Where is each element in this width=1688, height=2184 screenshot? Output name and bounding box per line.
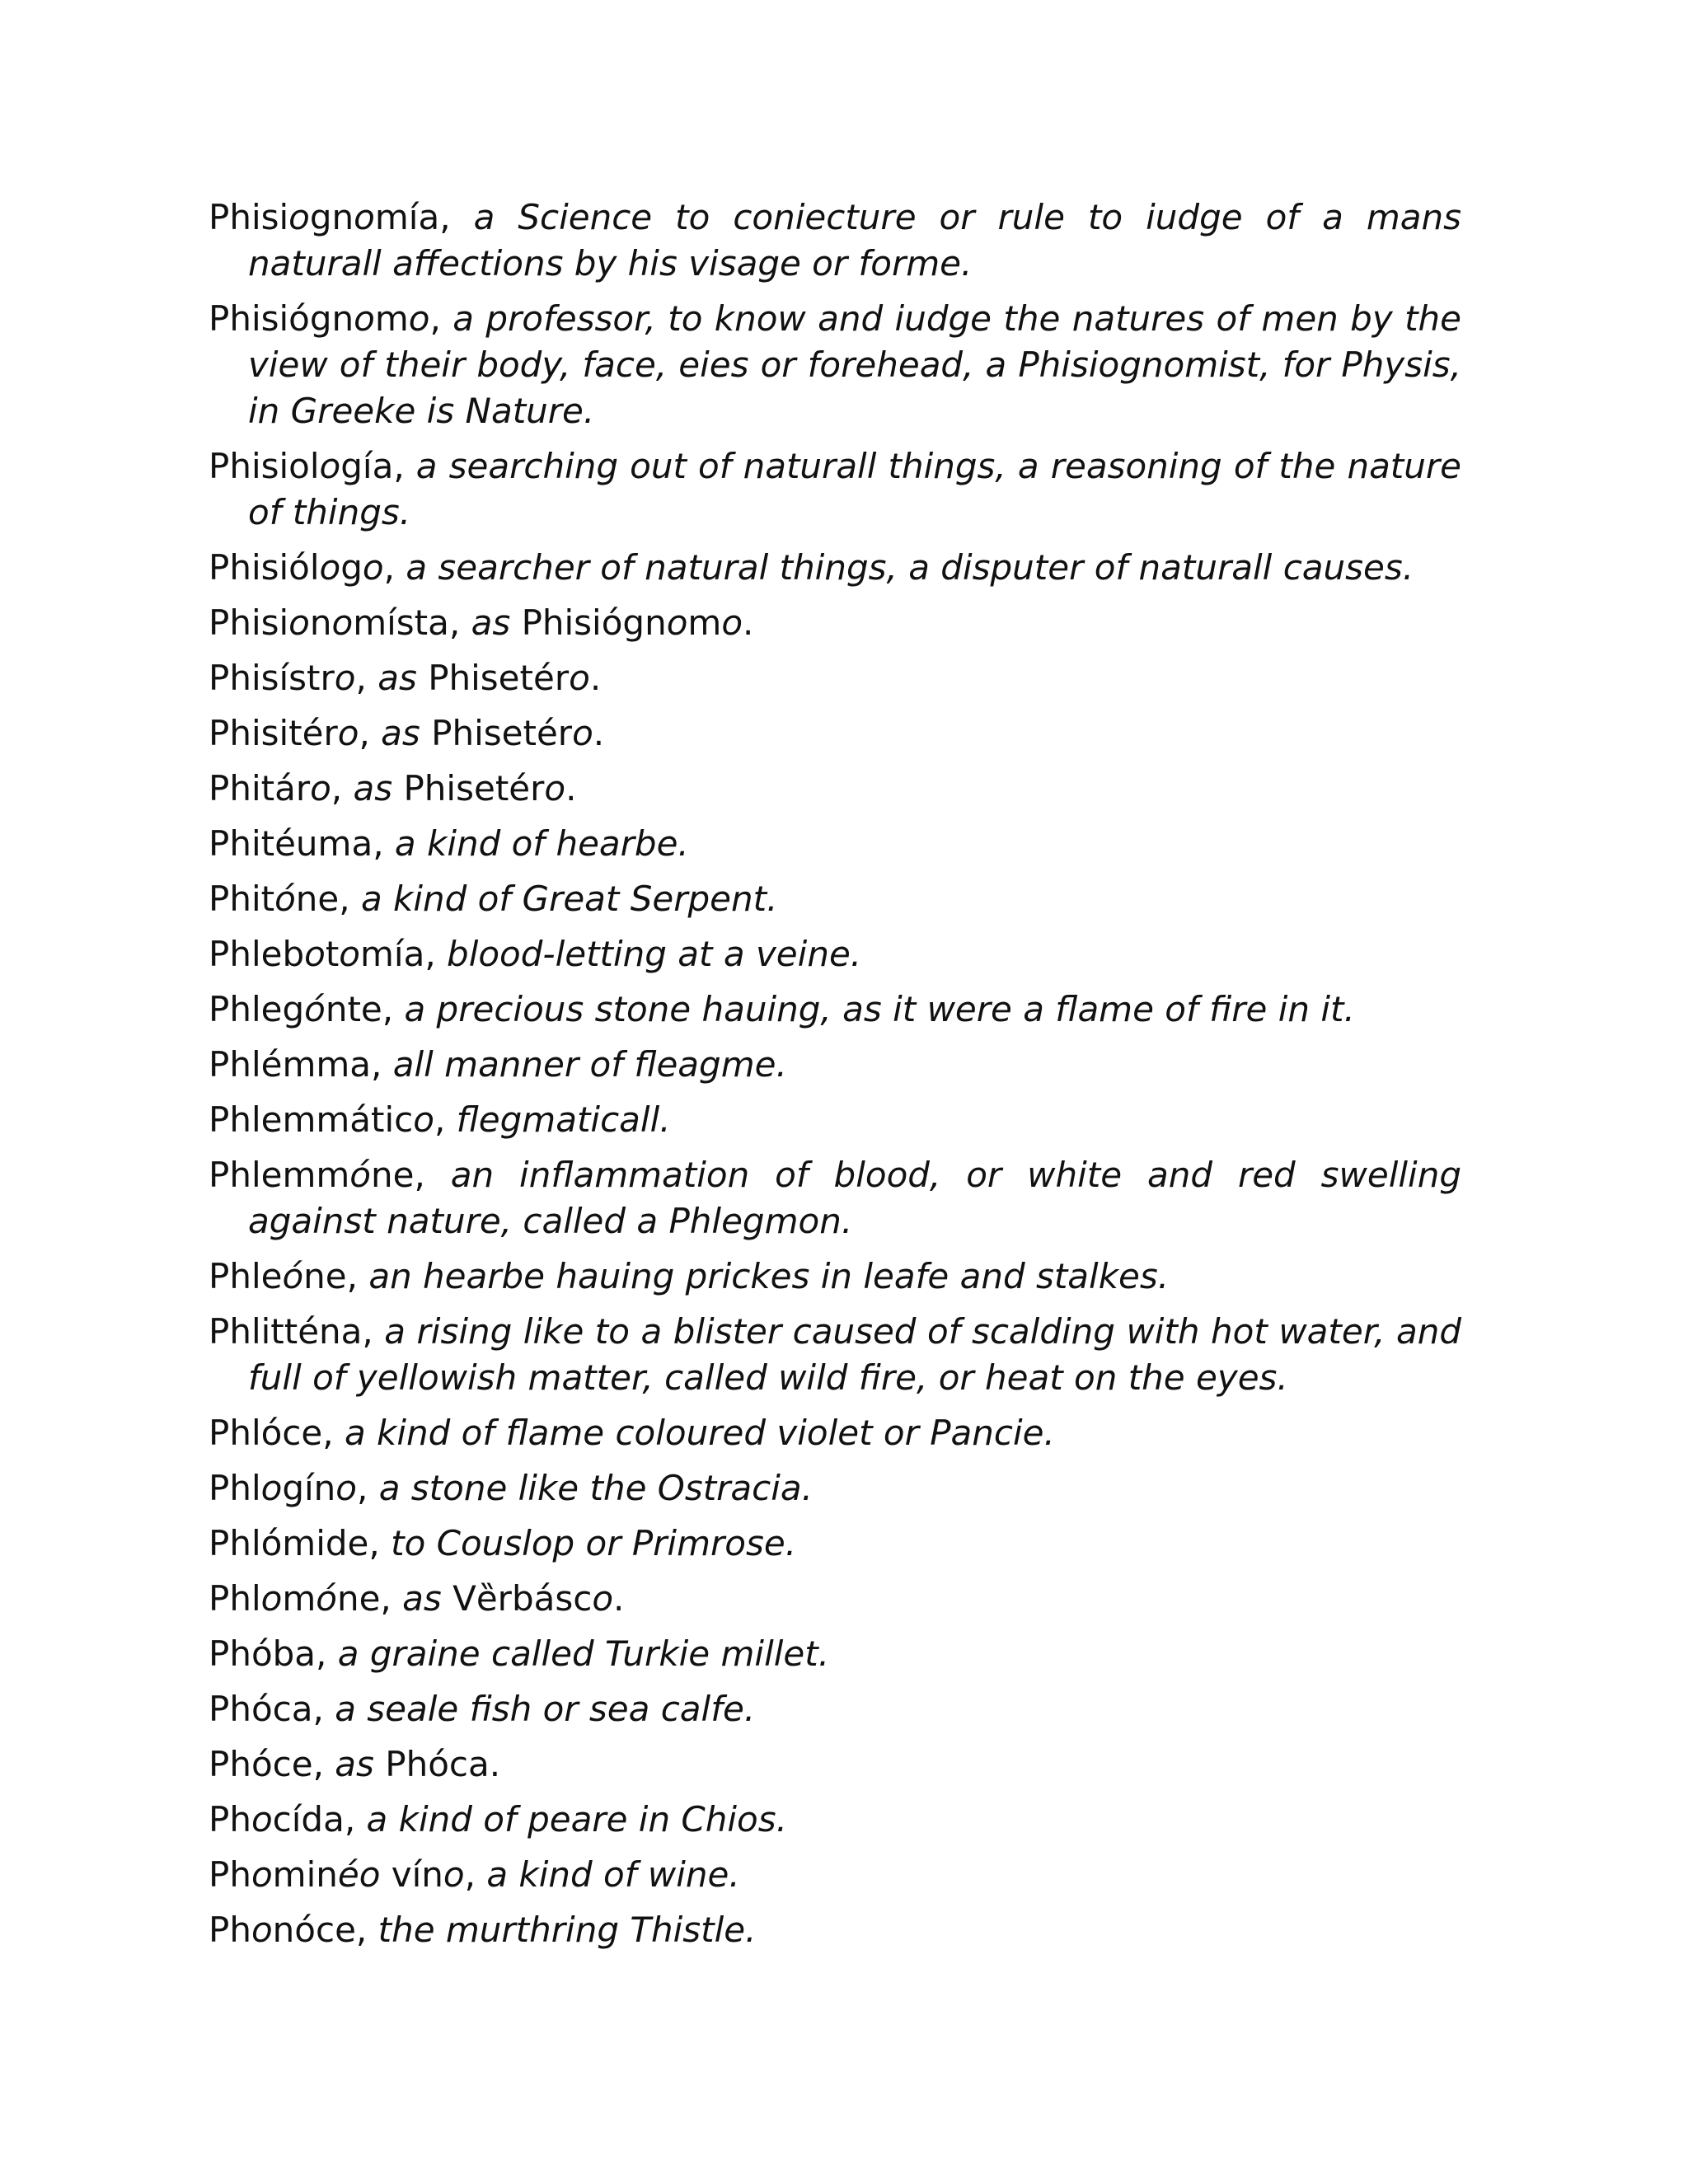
entry-definition: all manner of fleagme. [392,1044,787,1085]
entry-definition: an inflammation of blood, or white and red swelling against nature, called a Phlegmon. [248,1155,1462,1241]
entry-headword: Phlebotomía [209,934,425,974]
entry-definition: as [471,602,511,643]
dictionary-entry: Phisionomísta, as Phisiógnomo. [209,602,754,643]
entry-headword: Phonóce [209,1910,356,1950]
entry-headword: Phlómide [209,1523,369,1563]
entry-definition: as [377,658,417,698]
entry-headword: Phlogíno [209,1468,357,1508]
entry-definition: a precious stone hauing, as it were a flame of fire in it. [404,989,1355,1029]
entry-cross-reference: Phisetéro [403,768,566,808]
dictionary-entry: Phocída, a kind of peare in Chios. [209,1799,787,1840]
entry-headword: Phisístro [209,658,356,698]
dictionary-entry: Phlemmático, flegmaticall. [209,1099,671,1140]
entry-definition: a kind of flame coloured violet or Pancie. [344,1413,1055,1453]
dictionary-entry: Phisiólogo, a searcher of natural things, a disputer of naturall causes. [209,547,1414,588]
dictionary-entry: Phitéuma, a kind of hearbe. [209,823,689,864]
entry-headword: Phlemmático [209,1099,434,1140]
entry-definition: to Couslop or Primrose. [391,1523,797,1563]
entry-definition: a kind of Great Serpent. [360,879,778,919]
entry-headword: Phleóne [209,1256,347,1296]
entry-definition: an hearbe hauing prickes in leafe and stalkes. [368,1256,1170,1296]
dictionary-entry: Phlémma, all manner of fleagme. [209,1044,787,1085]
entry-definition: a rising like to a blister caused of scalding with hot water, and full of yellowish matter, called wild fire, or heat on the eyes. [248,1311,1462,1398]
entry-headword: Phisionomísta [209,602,449,643]
entry-definition: a graine called Turkie millet. [337,1633,830,1674]
dictionary-entry: Phominéo víno, a kind of wine. [209,1854,740,1895]
entry-definition: a searcher of natural things, a disputer of naturall causes. [406,547,1414,588]
dictionary-entry: Phlemmóne, an inflammation of blood, or white and red swelling against nature, called a Phlegmon. [209,1155,1462,1241]
entry-headword: Phóce [209,1744,313,1784]
entry-definition: a kind of hearbe. [394,823,689,864]
dictionary-entry: Phleóne, an hearbe hauing prickes in leafe and stalkes. [209,1256,1170,1296]
dictionary-entry: Phitóne, a kind of Great Serpent. [209,879,778,919]
dictionary-entry: Phlebotomía, blood-letting at a veine. [209,934,862,974]
dictionary-entry: Phitáro, as Phisetéro. [209,768,577,808]
dictionary-entry: Phlomóne, as Vȅrbásco. [209,1578,625,1619]
entry-cross-reference: Phisetéro [431,713,593,753]
entry-headword: Phitáro [209,768,331,808]
entry-definition: as [335,1744,374,1784]
dictionary-entry: Phisitéro, as Phisetéro. [209,713,605,753]
dictionary-entry: Phlóce, a kind of flame coloured violet or Pancie. [209,1413,1055,1453]
entry-cross-reference: Phisetéro [428,658,590,698]
entry-cross-reference: Vȅrbásco [452,1578,614,1619]
entry-headword: Phlóce [209,1413,323,1453]
entry-cross-reference: Phóca [385,1744,490,1784]
dictionary-entry: Phisiología, a searching out of naturall things, a reasoning of the nature of things. [209,446,1462,532]
entry-definition: the murthring Thistle. [377,1910,757,1950]
entry-headword: Phlemmóne [209,1155,415,1195]
dictionary-entry: Phisiógnomo, a professor, to know and iudge the natures of men by the view of their body, face, eies or forehead, a Phisiognomist, for Physis, in Greeke is Nature. [209,298,1462,431]
dictionary-entry: Phlitténa, a rising like to a blister caused of scalding with hot water, and full of yellowish matter, called wild fire, or heat on the eyes. [209,1311,1462,1398]
dictionary-entry: Phóba, a graine called Turkie millet. [209,1633,830,1674]
entry-definition: blood-letting at a veine. [447,934,862,974]
entry-headword: Phisiógnomo [209,298,430,339]
entry-definition: a seale fish or sea calfe. [335,1689,756,1729]
dictionary-entry: Phisístro, as Phisetéro. [209,658,602,698]
entry-cross-reference: Phisiógnomo [521,602,743,643]
entry-headword: Phitóne [209,879,340,919]
dictionary-page [209,194,1461,1962]
dictionary-entry: Phonóce, the murthring Thistle. [209,1910,757,1950]
dictionary-entry: Phóca, a seale fish or sea calfe. [209,1689,756,1729]
entry-headword: Phocída [209,1799,345,1840]
dictionary-entry: Phlogíno, a stone like the Ostracia. [209,1468,814,1508]
entry-headword: Phisiología [209,446,394,486]
entry-headword: Phlomóne [209,1578,381,1619]
entry-headword: Phominéo víno [209,1854,465,1895]
entry-headword: Phóca [209,1689,313,1729]
entry-definition: a kind of peare in Chios. [366,1799,787,1840]
dictionary-entry: Phóce, as Phóca. [209,1744,501,1784]
entry-definition: as [402,1578,442,1619]
entry-definition: as [353,768,393,808]
entry-headword: Phóba [209,1633,316,1674]
entry-definition: a stone like the Ostracia. [378,1468,814,1508]
dictionary-entry: Phlegónte, a precious stone hauing, as it were a flame of fire in it. [209,989,1355,1029]
entry-definition: a Science to coniecture or rule to iudge of a mans naturall affections by his visage or forme. [248,197,1462,284]
entry-definition: a professor, to know and iudge the natures of men by the view of their body, face, eies or forehead, a Phisiognomist, for Physis, in Greeke is Nature. [248,298,1462,431]
entry-headword: Phlegónte [209,989,382,1029]
entry-headword: Phisiólogo [209,547,384,588]
entry-definition: as [381,713,420,753]
entry-headword: Phisiognomía [209,197,440,237]
entry-headword: Phlitténa [209,1311,363,1352]
entry-headword: Phlémma [209,1044,372,1085]
entry-definition: a kind of wine. [486,1854,740,1895]
entry-definition: a searching out of naturall things, a reasoning of the nature of things. [248,446,1462,532]
entry-headword: Phitéuma [209,823,373,864]
entry-headword: Phisitéro [209,713,359,753]
dictionary-entry: Phisiognomía, a Science to coniecture or rule to iudge of a mans naturall affections by his visage or forme. [209,197,1462,284]
dictionary-entry: Phlómide, to Couslop or Primrose. [209,1523,797,1563]
entry-definition: flegmaticall. [456,1099,671,1140]
